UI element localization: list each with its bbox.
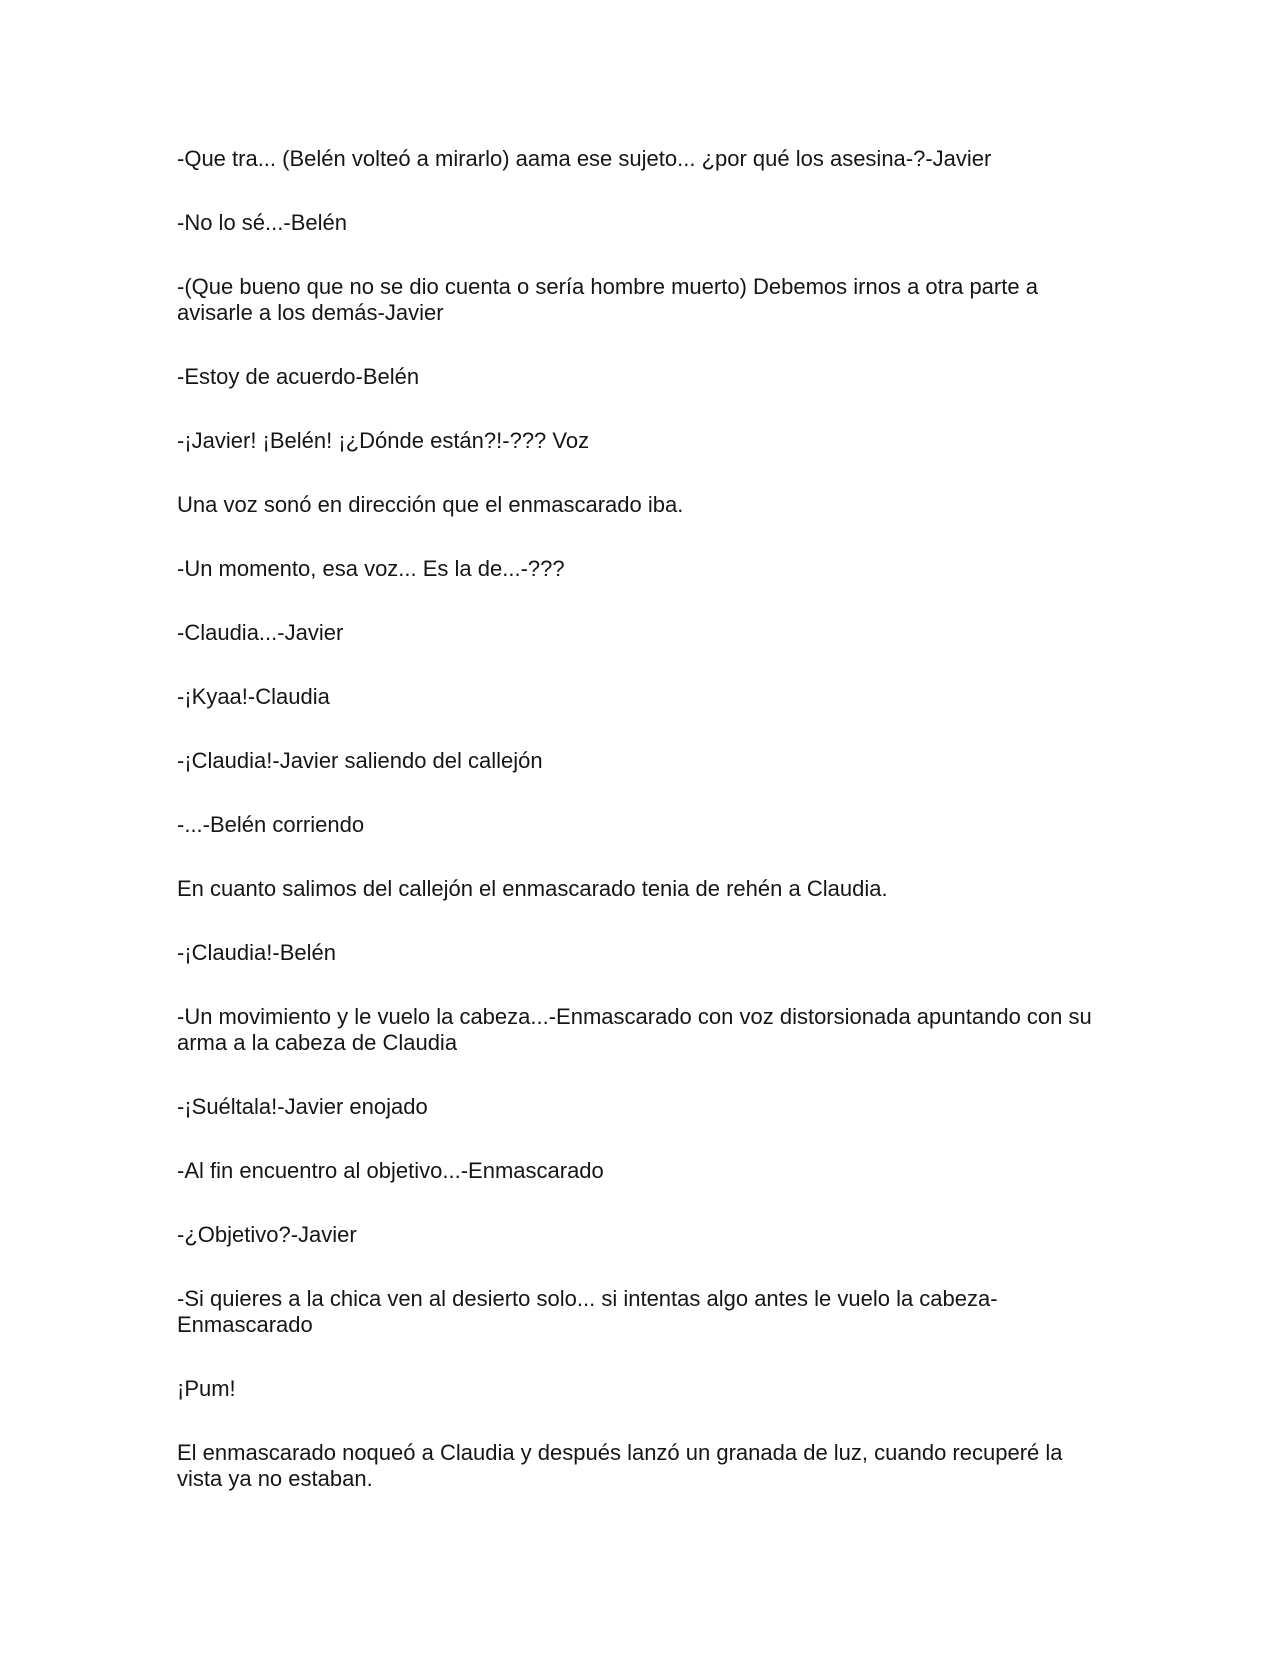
paragraph: -Un momento, esa voz... Es la de...-??? <box>177 556 565 581</box>
paragraph: -Un movimiento y le vuelo la cabeza...-Enmascarado con voz distorsionada apuntando con su arma a la cabeza de Claudia <box>177 1004 1092 1055</box>
paragraph: ¡Pum! <box>177 1376 236 1401</box>
paragraph: -¡Claudia!-Belén <box>177 940 336 965</box>
paragraph: -...-Belén corriendo <box>177 812 365 837</box>
paragraph: -Claudia...-Javier <box>177 620 344 645</box>
paragraph: Una voz sonó en dirección que el enmascarado iba. <box>177 492 684 517</box>
paragraph: El enmascarado noqueó a Claudia y después lanzó un granada de luz, cuando recuperé la vista ya no estaban. <box>177 1440 1063 1491</box>
paragraph: -¡Kyaa!-Claudia <box>177 684 330 709</box>
paragraph: -Que tra... (Belén volteó a mirarlo) aama ese sujeto... ¿por qué los asesina-?-Javier <box>177 146 992 171</box>
paragraph: -¡Javier! ¡Belén! ¡¿Dónde están?!-??? Voz <box>177 428 590 453</box>
paragraph: -Si quieres a la chica ven al desierto solo... si intentas algo antes le vuelo la cabeza-Enmascarado <box>177 1286 998 1337</box>
paragraph: -No lo sé...-Belén <box>177 210 347 235</box>
paragraph: -Al fin encuentro al objetivo...-Enmascarado <box>177 1158 604 1183</box>
paragraph: En cuanto salimos del callejón el enmascarado tenia de rehén a Claudia. <box>177 876 888 901</box>
paragraph: -(Que bueno que no se dio cuenta o sería hombre muerto) Debemos irnos a otra parte a avisarle a los demás-Javier <box>177 274 1038 325</box>
paragraph: -¡Suéltala!-Javier enojado <box>177 1094 428 1119</box>
document-body <box>177 146 1092 1530</box>
paragraph: -¡Claudia!-Javier saliendo del callejón <box>177 748 543 773</box>
paragraph: -¿Objetivo?-Javier <box>177 1222 357 1247</box>
paragraph: -Estoy de acuerdo-Belén <box>177 364 420 389</box>
